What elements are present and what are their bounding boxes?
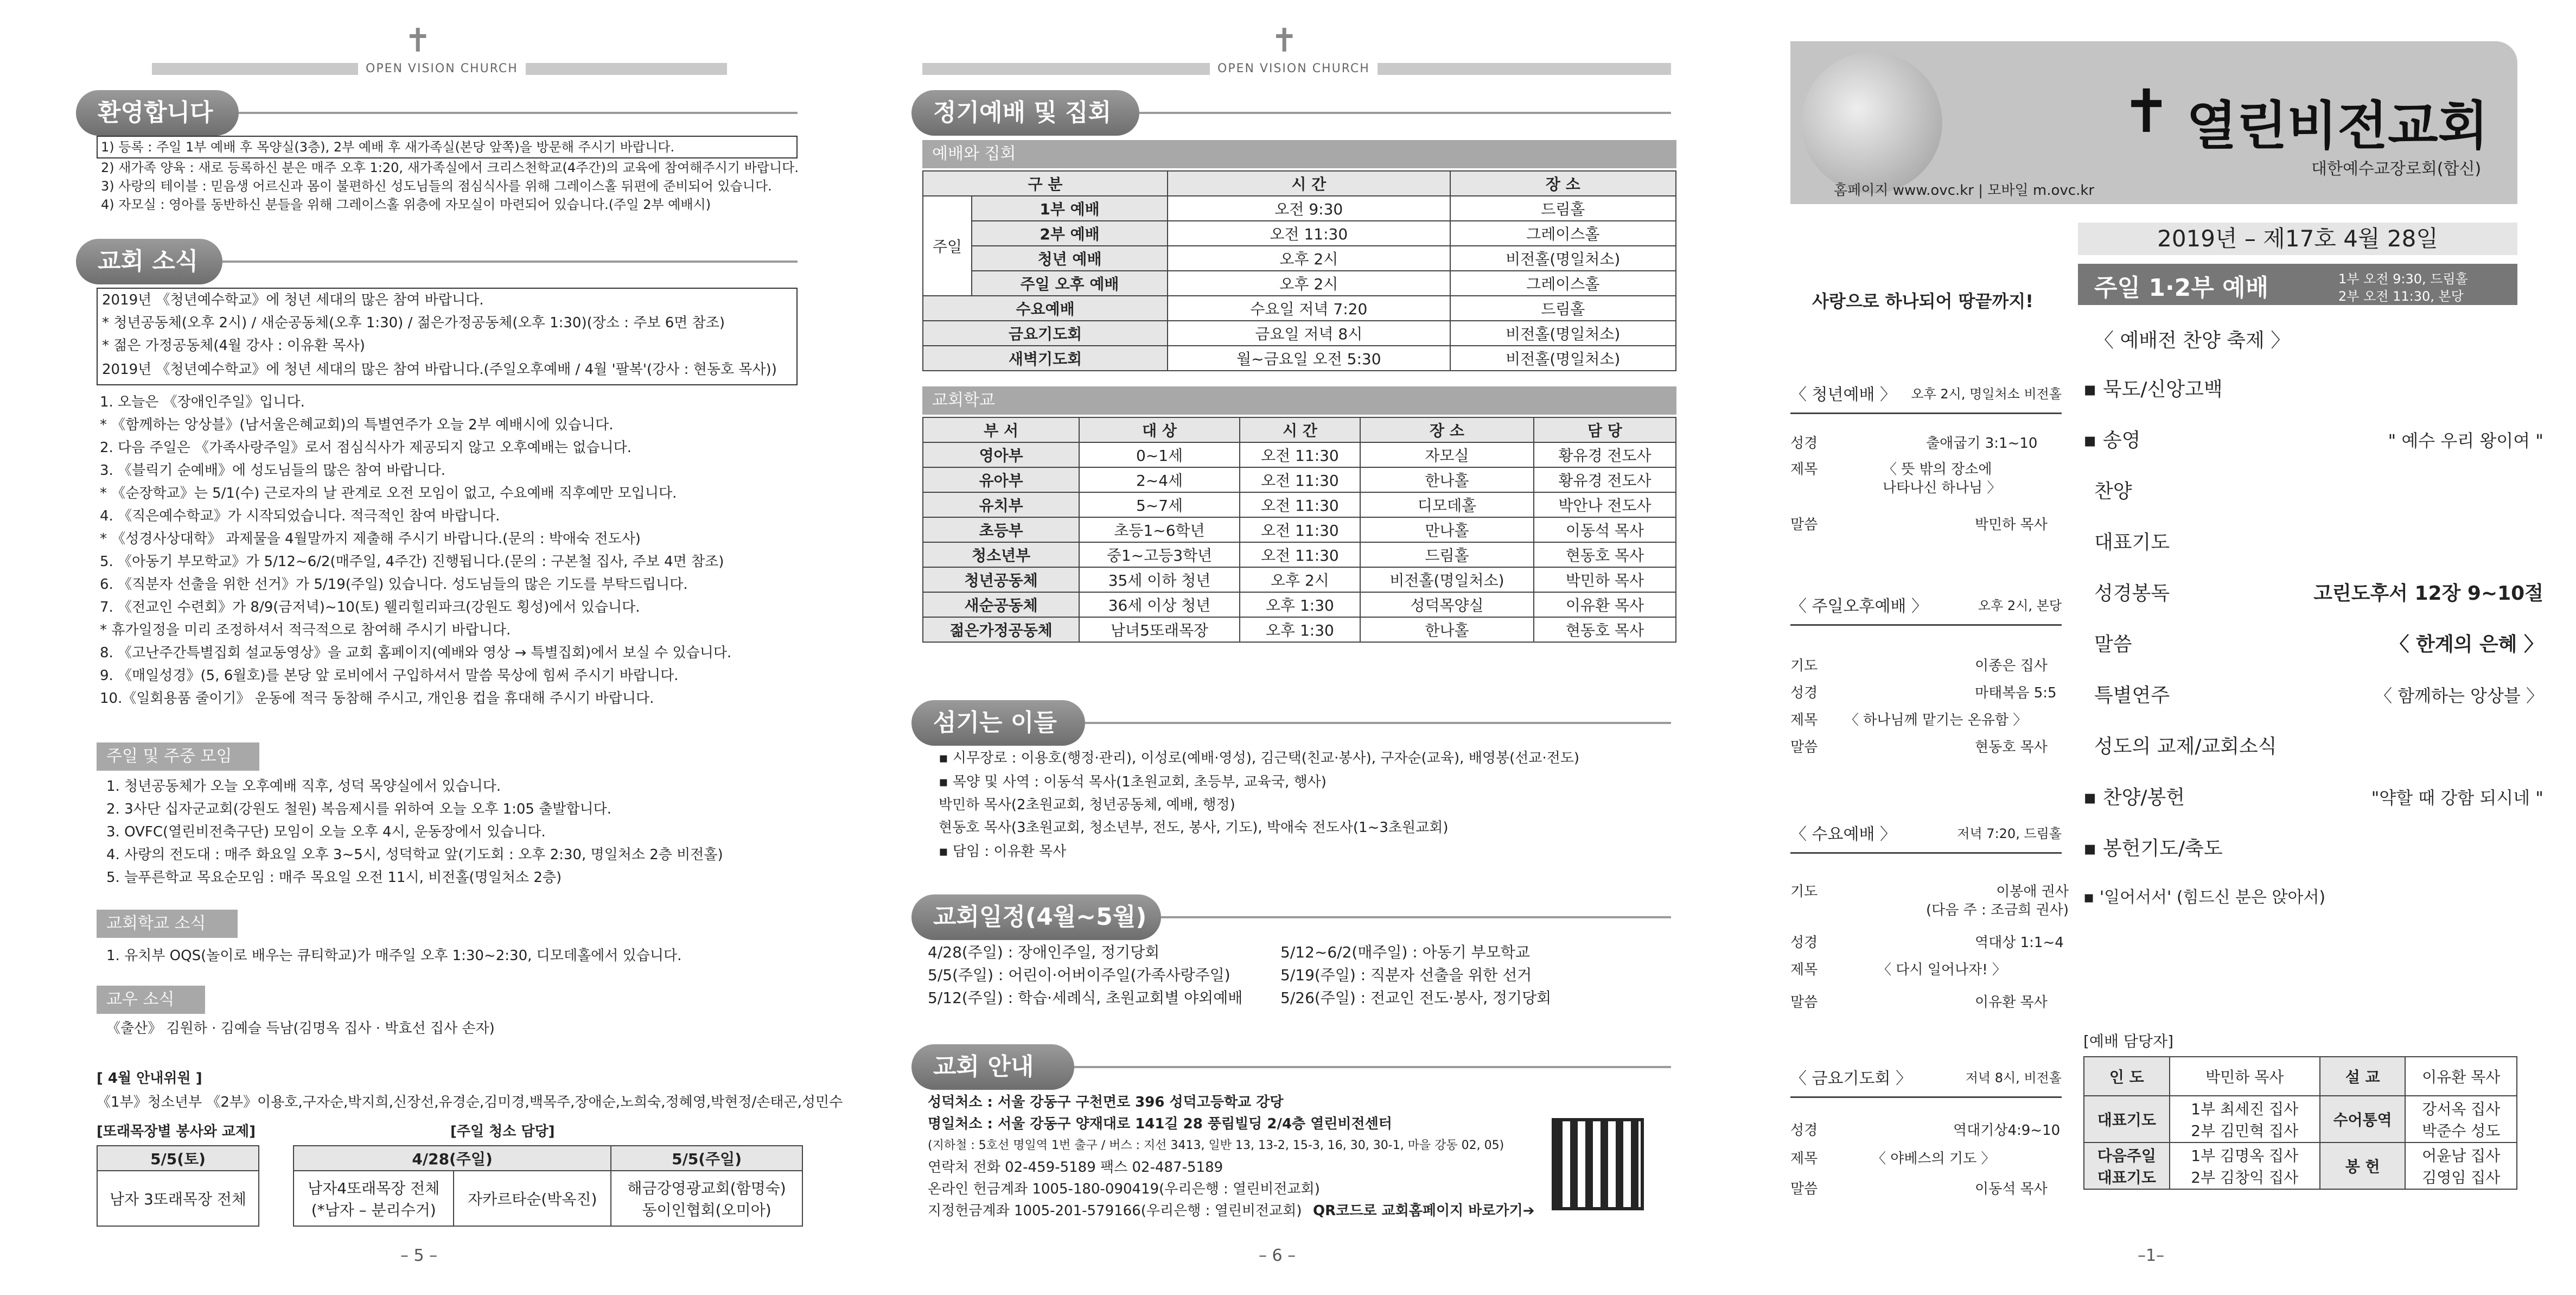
service-title: 주일 1·2부 예배 [2094, 274, 2269, 302]
news-item: * 휴가일정을 미리 조정하셔서 적극적으로 참여해 주시기 바랍니다. [100, 622, 511, 638]
service-time-2: 2부 오전 11:30, 본당 [2338, 289, 2464, 304]
service-row-value: 현동호 목사 [1975, 739, 2048, 756]
duty-table: 인 도 박민하 목사 설 교 이유환 목사 대표기도 1부 최세진 집사 2부 김민혁 집사 수어통역 강서옥 집사 박준수 성도 다음주일 대표기도 1부 김명옥 집사 2부 김창익 집사 봉 헌 어윤남 집사 김영임 집사 [2083, 1056, 2517, 1190]
guide-line: 명일처소 : 서울 강동구 양재대로 141길 28 풍림빌딩 2/4층 열린비전센터 [928, 1116, 1392, 1132]
homepage[interactable]: 홈페이지 www.ovc.kr | 모바일 m.ovc.kr [1834, 182, 2095, 199]
servants-line: ▪ 시무장로 : 이용호(행정·관리), 이성로(예배·영성), 김근택(친교·봉사), 구자순(교육), 배영봉(선교·전도) [939, 750, 1580, 766]
weekday-item: 1. 청년공동체가 오늘 오후예배 직후, 성덕 목양실에서 있습니다. [106, 778, 501, 795]
weekday-title: 주일 및 주중 모임 [97, 742, 259, 771]
order-item: ▪ 묵도/신앙고백 [2083, 378, 2223, 401]
service-row-label: 제목 [1790, 461, 1818, 478]
guide-line: 연락처 전화 02-459-5189 팩스 02-487-5189 [928, 1159, 1223, 1176]
service-row-value: 이유환 목사 [1975, 994, 2048, 1011]
order-item: 찬양 [2094, 480, 2132, 503]
issue-date: 2019년 – 제17호 4월 28일 [2078, 223, 2517, 255]
service-row-value: 마태복음 5:5 [1975, 685, 2057, 701]
service-row-label: 기도 [1790, 884, 1818, 900]
school-table: 부 서 대 상 시 간 장 소 담 당 영아부 0~1세 오전 11:30 자모실 황유경 전도사 유아부 2~4세 오전 11:30 한나홀 황유경 전도사 유치부 5~7세 오전 11:30 디모데홀 박안나 전도사 초등부 초등1~6학년 오전 11:30 만나홀 이동석 목사 청소년부 중1~고등3학년 오전 11:30 드림홀 현동호 목사 청년공동체 35세 이하 청년 오후 2시 비전홀(명일처소) 박민하 목사 새순공동체 36세 이상 청년 오후 1:30 성덕목양실 이유환 목사 젊은가정공동체 남녀5또래목장 오후 1:30 한나홀 현동호 목사 [922, 417, 1676, 643]
news-item: * 《함께하는 앙상블》(남서울은혜교회)의 특별연주가 오늘 2부 예배시에 있습니다. [100, 417, 614, 433]
service-row-label: 성경 [1790, 935, 1818, 951]
service-row-label: 말씀 [1790, 739, 1818, 756]
qr-caption[interactable]: QR코드로 교회홈페이지 바로가기➔ [1313, 1203, 1535, 1219]
schedule-right: 5/19(주일) : 직분자 선출을 위한 선거 [1280, 966, 1532, 984]
order-note: ▪ '일어서서' (힘드신 분은 앉아서) [2083, 888, 2326, 907]
news-box-line: 2019년 《청년예수학교》에 청년 세대의 많은 참여 바랍니다. [102, 292, 484, 308]
section-welcome-title: 환영합니다 [76, 90, 239, 136]
church-logo-icon: ✝ [2121, 77, 2172, 146]
news-item: 8. 《고난주간특별집회 설교동영상》을 교회 홈페이지(예배와 영상 → 특별집회)에서 보실 수 있습니다. [100, 645, 732, 661]
page-number: –1– [2138, 1246, 2165, 1265]
order-item: 성경봉독 [2094, 582, 2170, 605]
school-news-title: 교회학교 소식 [97, 910, 238, 938]
service-row-label: 제목 [1790, 962, 1818, 978]
service-row-value: 역대기상4:9~10 [1953, 1122, 2061, 1139]
servants-line: ▪ 목양 및 사역 : 이동석 목사(1초원교회, 초등부, 교육국, 행사) [939, 774, 1327, 790]
weekday-item: 4. 사랑의 전도대 : 매주 화요일 오후 3~5시, 성덕학교 앞(기도회 : 오후 2:30, 명일처소 2층 비전홀) [106, 847, 723, 863]
news-item: 10.《일회용품 줄이기》 운동에 적극 동참해 주시고, 개인용 컵을 휴대해 주시기 바랍니다. [100, 690, 654, 707]
news-box-line: * 젊은 가정공동체(4월 강사 : 이유환 목사) [102, 338, 365, 354]
service-row-value: 박민하 목사 [1975, 517, 2048, 533]
worship-sub: 예배와 집회 [922, 140, 1676, 168]
service-afternoon-header: 〈 주일오후예배 〉 오후 2시, 본당 [1790, 586, 2062, 626]
qr-code-icon[interactable] [1552, 1118, 1644, 1210]
weekday-item: 2. 3사단 십자군교회(강원도 철원) 복음제시를 위하여 오늘 오후 1:05 출발합니다. [106, 801, 612, 817]
service-row-label: 성경 [1790, 685, 1818, 701]
news-item: 7. 《전교인 수련회》가 8/9(금저녁)~10(토) 웰리힐리파크(강원도 횡성)에서 있습니다. [100, 599, 640, 615]
welcome-line: 2) 새가족 양육 : 새로 등록하신 분은 매주 오후 1:20, 새가족실에서 크리스천학교(4주간)의 교육에 참여해주시기 바랍니다. [101, 160, 799, 175]
schedule-right: 5/26(주일) : 전교인 전도·봉사, 정기당회 [1280, 989, 1552, 1007]
news-item: 2. 다음 주일은 《가족사랑주일》로서 점심식사가 제공되지 않고 오후예배는 없습니다. [100, 440, 632, 456]
page-1 [1790, 0, 2576, 1295]
april-guide-title: [ 4월 안내위원 ] [97, 1070, 202, 1087]
school-sub: 교회학교 [922, 386, 1676, 415]
section-worship-title: 정기예배 및 집회 [911, 90, 1139, 136]
school-news-item: 1. 유치부 OQS(놀이로 배우는 큐티학교)가 매주일 오후 1:30~2:30, 디모데홀에서 있습니다. [106, 948, 682, 964]
order-item: ▪ 송영 [2083, 429, 2141, 452]
order-detail: 〈 한계의 은혜 〉 [2389, 633, 2543, 656]
news-item: 5. 《아동기 부모학교》가 5/12~6/2(매주일, 4주간) 진행됩니다.(문의 : 구본철 집사, 주보 4면 참조) [100, 554, 724, 570]
guide-line: 성덕처소 : 서울 강동구 구천면로 396 성덕고등학교 강당 [928, 1094, 1284, 1110]
weekday-item: 3. OVFC(열린비전축구단) 모임이 오늘 오후 4시, 운동장에서 있습니다. [106, 824, 546, 840]
page-number: – 5 – [400, 1246, 438, 1265]
service-row-value: 〈 하나님께 맡기는 온유함 〉 [1845, 712, 2027, 728]
duty-title: [예배 담당자] [2083, 1032, 2173, 1050]
order-item: 성도의 교제/교회소식 [2094, 735, 2277, 758]
weekday-item: 5. 늘푸른학교 목요순모임 : 매주 목요일 오전 11시, 비전홀(명일처소 2층) [106, 869, 562, 886]
welcome-line: 1) 등록 : 주일 1부 예배 후 목양실(3층), 2부 예배 후 새가족실(본당 앞쪽)을 방문해 주시기 바랍니다. [101, 139, 675, 155]
service-time-1: 1부 오전 9:30, 드림홀 [2338, 271, 2468, 287]
welcome-line: 4) 자모실 : 영아를 동반하신 분들을 위해 그레이스홀 위층에 자모실이 마련되어 있습니다.(주일 2부 예배시) [101, 197, 711, 212]
staff-news-title: 교우 소식 [97, 986, 205, 1014]
servants-line: 현동호 목사(3초원교회, 청소년부, 전도, 봉사, 기도), 박애숙 전도사(1~3초원교회) [939, 820, 1449, 836]
schedule-left: 5/12(주일) : 학습·세례식, 초원교회별 야외예배 [928, 989, 1243, 1007]
order-item: ▪ 찬양/봉헌 [2083, 786, 2185, 809]
page-number: – 6 – [1259, 1246, 1296, 1265]
service-row-value: 〈 야베스의 기도 〉 [1872, 1151, 1995, 1167]
news-item: 6. 《직분자 선출을 위한 선거》가 5/19(주일) 있습니다. 성도님들의 많은 기도를 부탁드립니다. [100, 576, 688, 593]
news-box-line: 2019년 《청년예수학교》에 청년 세대의 많은 참여 바랍니다.(주일오후예배 / 4월 '팔복'(강사 : 현동호 목사)) [102, 361, 777, 378]
guide-line: 지정헌금계좌 1005-201-579166(우리은행 : 열린비전교회) [928, 1203, 1302, 1219]
order-detail: 〈 함께하는 앙상블 〉 [2375, 685, 2543, 706]
order-detail: " 예수 우리 왕이여 " [2388, 430, 2543, 451]
service-row-label: 제목 [1790, 1151, 1818, 1167]
servants-line: ▪ 담임 : 이유환 목사 [939, 843, 1067, 860]
news-box-line: * 청년공동체(오후 2시) / 새순공동체(오후 1:30) / 젊은가정공동체(오후 1:30)(장소 : 주보 6면 참조) [102, 315, 725, 331]
guide-line: (지하철 : 5호선 명일역 1번 출구 / 버스 : 지선 3413, 일반 13, 13-2, 15-3, 16, 30, 30-1, 마을 강동 02, 05) [928, 1139, 1504, 1152]
page-5 [0, 0, 846, 1295]
service-row-value: 출애굽기 3:1~10 [1926, 435, 2038, 452]
header-church-name: OPEN VISION CHURCH [358, 62, 526, 75]
staff-news-item: 《출산》 김원하 · 김예슬 득남(김명옥 집사 · 박효선 집사 손자) [106, 1020, 495, 1037]
news-item: 3. 《블릭기 순예배》에 성도님들의 많은 참여 바랍니다. [100, 462, 445, 479]
schedule-right: 5/12~6/2(매주일) : 아동기 부모학교 [1280, 943, 1530, 961]
globe-icon [1801, 52, 1942, 193]
order-item: 말씀 [2094, 633, 2132, 656]
service-wednesday-header: 〈 수요예배 〉 저녁 7:20, 드림홀 [1790, 814, 2062, 854]
order-item: 〈 예배전 찬양 축제 〉 [2094, 329, 2291, 352]
page-6 [868, 0, 1714, 1295]
service-row-value: 〈 다시 일어나자! 〉 [1877, 962, 2006, 978]
church-logo-icon: ✝ [1271, 22, 1298, 60]
service-row-label: 말씀 [1790, 994, 1818, 1011]
servants-line: 박민하 목사(2초원교회, 청년공동체, 예배, 행정) [939, 797, 1235, 813]
section-news-title: 교회 소식 [76, 239, 222, 284]
service-row-label: 기도 [1790, 658, 1818, 674]
serve-left-table: 5/5(토) 남자 3또래목장 전체 [97, 1145, 259, 1227]
service-row-label: 제목 [1790, 712, 1818, 728]
service-row-value: 역대상 1:1~4 [1975, 935, 2064, 951]
church-logo-icon: ✝ [404, 22, 432, 60]
welcome-line: 3) 사랑의 테이블 : 믿음생 어르신과 몸이 불편하신 성도님들의 점심식사를 위해 그레이스홀 뒤편에 준비되어 있습니다. [101, 179, 772, 194]
schedule-left: 5/5(주일) : 어린이·어버이주일(가족사랑주일) [928, 966, 1230, 984]
slogan: 사랑으로 하나되어 땅끝까지! [1812, 291, 2033, 312]
order-item: 대표기도 [2094, 531, 2170, 554]
service-youth-header: 〈 청년예배 〉 오후 2시, 명일처소 비전홀 [1790, 374, 2062, 414]
order-item: ▪ 봉헌기도/축도 [2083, 837, 2223, 860]
order-item: 특별연주 [2094, 684, 2170, 707]
news-item: 9. 《매일성경》(5, 6월호)를 본당 앞 로비에서 구입하셔서 말씀 묵상에 힘써 주시기 바랍니다. [100, 668, 679, 684]
april-guide-line: 《1부》청소년부 《2부》이용호,구자순,박지희,신장선,유경순,김미경,백목주,장애순,노희숙,정혜영,박현정/손태곤,성민수 [97, 1094, 843, 1110]
service-row-label: 성경 [1790, 1122, 1818, 1139]
serve-right-table: 4/28(주일) 5/5(주일) 남자4또래목장 전체 (*남자 – 분리수거) 자카르타순(박옥진) 해금강영광교회(함명숙) 동이인협회(오미아) [293, 1145, 803, 1227]
denomination: 대한예수교장로회(합신) [2311, 160, 2482, 179]
service-row-value: 이종은 집사 [1975, 658, 2048, 674]
serve-left-title: [또래목장별 봉사와 교제] [97, 1123, 256, 1140]
news-item: * 《성경사상대학》 과제물을 4월말까지 제출해 주시기 바랍니다.(문의 : 박애숙 전도사) [100, 531, 641, 547]
schedule-left: 4/28(주일) : 장애인주일, 정기당회 [928, 943, 1160, 961]
news-item: 4. 《직은예수학교》가 시작되었습니다. 적극적인 참여 바랍니다. [100, 508, 500, 524]
service-row-value: 〈 뜻 밖의 장소에 나타나신 하나님 〉 [1883, 461, 2001, 496]
section-servants-title: 섬기는 이들 [911, 700, 1085, 746]
order-detail: "약할 때 강함 되시네 " [2371, 788, 2543, 808]
service-row-label: 말씀 [1790, 517, 1818, 533]
guide-line: 온라인 헌금계좌 1005-180-090419(우리은행 : 열린비전교회) [928, 1181, 1320, 1197]
service-row-value: 이동석 목사 [1975, 1181, 2048, 1197]
order-detail: 고린도후서 12장 9~10절 [2313, 582, 2543, 605]
news-item: * 《순장학교》는 5/1(수) 근로자의 날 관계로 오전 모임이 없고, 수요예배 직후예만 모입니다. [100, 485, 677, 502]
service-friday-header: 〈 금요기도회 〉 저녁 8시, 비전홀 [1790, 1058, 2062, 1098]
serve-right-title: [주일 청소 담당] [450, 1123, 555, 1140]
news-item: 1. 오늘은 《장애인주일》입니다. [100, 394, 305, 410]
church-name: 열린비전교회 [2186, 96, 2489, 156]
header-church-name: OPEN VISION CHURCH [1210, 62, 1378, 75]
service-row-value: 이봉애 권사 (다음 주 : 조금희 권사) [1926, 884, 2069, 918]
service-row-label: 말씀 [1790, 1181, 1818, 1197]
section-guide-title: 교회 안내 [911, 1044, 1074, 1090]
service-row-label: 성경 [1790, 435, 1818, 452]
worship-table: 구 분 시 간 장 소 주일 1부 예배 오전 9:30 드림홀 2부 예배 오전 11:30 그레이스홀 청년 예배 오후 2시 비전홀(명일처소) 주일 오후 예배 오후 2시 그레이스홀 수요예배 수요일 저녁 7:20 드림홀 금요기도회 금요일 저녁 8시 비전홀(명일처소) 새벽기도회 월~금요일 오전 5:30 비전홀(명일처소) [922, 170, 1676, 371]
section-schedule-title: 교회일정(4월~5월) [911, 894, 1161, 940]
